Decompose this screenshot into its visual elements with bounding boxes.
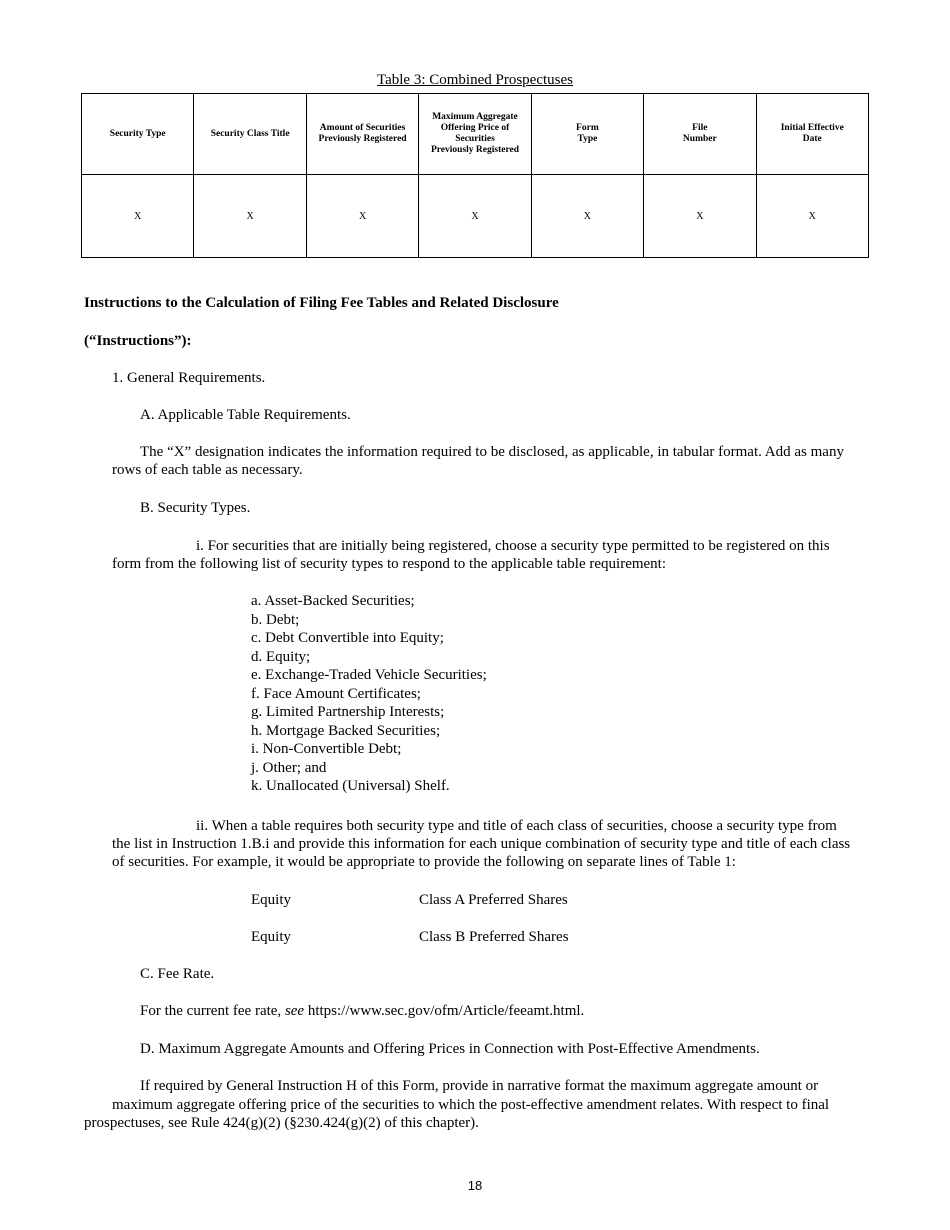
table-header-row — [82, 94, 869, 175]
section-a-text-line1: The “X” designation indicates the information required to be disclosed, as applicable, in tabular format. Add as many — [140, 444, 844, 460]
list-item: h. Mortgage Backed Securities; — [251, 722, 441, 739]
fee-rate-url: https://www.sec.gov/ofm/Article/feeamt.html. — [304, 1003, 585, 1019]
section-b-ii-line2: the list in Instruction 1.B.i and provide this information for each unique combination of security type and title of each class — [112, 836, 851, 852]
section-d-line1: If required by General Instruction H of this Form, provide in narrative format the maximum aggregate amount or — [140, 1078, 819, 1094]
list-item: g. Limited Partnership Interests; — [251, 704, 445, 720]
page-number: 18 — [467, 1178, 483, 1193]
see-emphasis: see — [284, 1003, 305, 1019]
header-form-type: Form Type — [531, 94, 643, 175]
section-b-ii-line3: of securities. For example, it would be appropriate to provide the following on separate lines of Table 1: — [112, 854, 736, 870]
section-b-title: B. Security Types. — [140, 500, 251, 516]
table-row — [82, 175, 869, 258]
section-d-line2: maximum aggregate offering price of the securities to which the post-effective amendment relates. With respect to final — [112, 1097, 830, 1113]
list-item: e. Exchange-Traded Vehicle Securities; — [251, 667, 487, 683]
header-initial-effective-date: Initial Effective Date — [756, 94, 868, 175]
list-item: j. Other; and — [251, 759, 327, 776]
table-cell: X — [82, 175, 194, 258]
header-max-aggregate-offering-price: Maximum Aggregate Offering Price of Securities Previously Registered — [419, 94, 531, 175]
table-cell: X — [194, 175, 306, 258]
table-cell: X — [531, 175, 643, 258]
table-cell: X — [419, 175, 531, 258]
list-item: c. Debt Convertible into Equity; — [251, 630, 444, 646]
header-file-number: File Number — [644, 94, 756, 175]
section-b-i-line1: i. For securities that are initially being registered, choose a security type permitted to be registered on this — [196, 538, 830, 554]
header-amount-previously-registered: Amount of Securities Previously Registered — [306, 94, 418, 175]
section-c-text — [140, 1002, 584, 1021]
section-b-i-line2: form from the following list of security types to respond to the applicable table requirement: — [112, 556, 667, 572]
list-item: d. Equity; — [251, 648, 311, 665]
general-requirements-heading: 1. General Requirements. — [112, 370, 266, 386]
table-cell: X — [306, 175, 418, 258]
list-item: f. Face Amount Certificates; — [251, 685, 421, 702]
instructions-heading: Instructions to the Calculation of Filing Fee Tables and Related Disclosure — [84, 295, 559, 311]
combined-prospectuses-table — [81, 93, 869, 258]
example-class-title: Class B Preferred Shares — [419, 929, 569, 945]
example-security-type: Equity — [251, 929, 291, 945]
table-cell: X — [756, 175, 868, 258]
section-a-title: A. Applicable Table Requirements. — [140, 407, 351, 423]
header-security-class-title: Security Class Title — [194, 94, 306, 175]
list-item: a. Asset-Backed Securities; — [251, 593, 415, 609]
header-security-type: Security Type — [82, 94, 194, 175]
section-d-title: D. Maximum Aggregate Amounts and Offering Prices in Connection with Post-Effective Amendments. — [140, 1041, 760, 1057]
section-d-line3: prospectuses, see Rule 424(g)(2) (§230.424(g)(2) of this chapter). — [84, 1115, 479, 1131]
section-b-ii-line1: ii. When a table requires both security type and title of each class of securities, choose a security type from — [196, 818, 837, 834]
fee-rate-text: For the current fee rate, — [140, 1003, 285, 1019]
list-item: b. Debt; — [251, 611, 300, 628]
example-security-type: Equity — [251, 892, 291, 908]
table-cell: X — [644, 175, 756, 258]
section-c-title: C. Fee Rate. — [140, 966, 215, 982]
list-item: k. Unallocated (Universal) Shelf. — [251, 778, 450, 794]
example-class-title: Class A Preferred Shares — [419, 892, 568, 908]
instructions-heading-label: (“Instructions”): — [84, 333, 192, 349]
section-a-text-line2: rows of each table as necessary. — [112, 462, 303, 478]
table-caption: Table 3: Combined Prospectuses — [376, 72, 573, 88]
list-item: i. Non-Convertible Debt; — [251, 741, 402, 757]
